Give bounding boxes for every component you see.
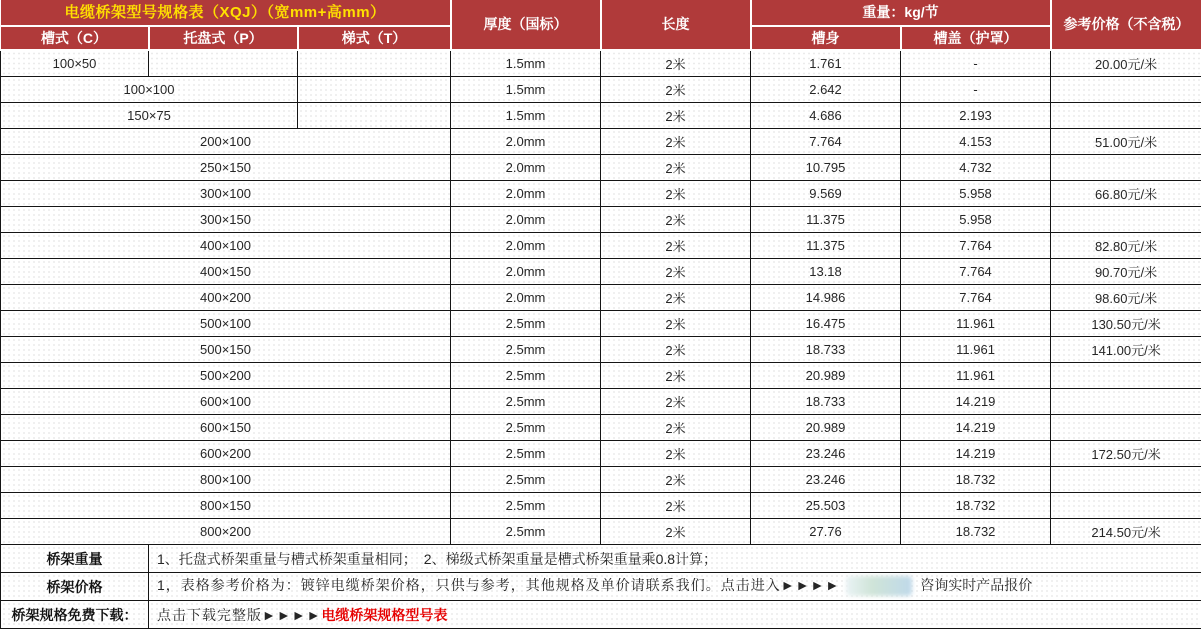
note-text-download: [149, 601, 1201, 629]
cell-weight-body: 25.503: [751, 493, 901, 519]
cell-model: 200×100: [1, 129, 451, 155]
table-row: [1, 155, 1201, 181]
cell-model: 800×100: [1, 467, 451, 493]
table-row: [1, 467, 1201, 493]
cell-thickness: 2.5mm: [451, 441, 601, 467]
table-row: [1, 181, 1201, 207]
cell-weight-body: 7.764: [751, 129, 901, 155]
download-link[interactable]: 电缆桥架规格型号表: [321, 606, 448, 623]
table-row: [1, 311, 1201, 337]
cell-thickness: 2.5mm: [451, 467, 601, 493]
header-length: 长度: [601, 0, 751, 50]
cell-price: 172.50元/米: [1051, 441, 1201, 467]
cell-empty: [298, 50, 451, 77]
cell-length: 2米: [601, 493, 751, 519]
header-type-p: 托盘式（P）: [149, 26, 298, 50]
cell-weight-cover: 7.764: [901, 233, 1051, 259]
cell-weight-body: 1.761: [751, 50, 901, 77]
cell-model: 800×200: [1, 519, 451, 545]
cell-price: [1051, 77, 1201, 103]
cell-weight-cover: 11.961: [901, 337, 1051, 363]
cell-price: 98.60元/米: [1051, 285, 1201, 311]
table-row: [1, 259, 1201, 285]
cell-length: 2米: [601, 415, 751, 441]
cell-model: 500×100: [1, 311, 451, 337]
cell-price: 90.70元/米: [1051, 259, 1201, 285]
cell-model: 600×150: [1, 415, 451, 441]
cell-weight-cover: 11.961: [901, 311, 1051, 337]
cell-empty: [298, 77, 451, 103]
cell-model: 300×150: [1, 207, 451, 233]
table-row: [1, 50, 1201, 77]
cell-model: 400×200: [1, 285, 451, 311]
cell-weight-body: 20.989: [751, 363, 901, 389]
cell-thickness: 2.0mm: [451, 129, 601, 155]
header-type-t: 梯式（T）: [298, 26, 451, 50]
cell-thickness: 2.0mm: [451, 285, 601, 311]
table-row: [1, 519, 1201, 545]
cell-model: 500×200: [1, 363, 451, 389]
table-row: [1, 337, 1201, 363]
cell-weight-body: 2.642: [751, 77, 901, 103]
cell-thickness: 2.5mm: [451, 363, 601, 389]
cell-length: 2米: [601, 363, 751, 389]
cell-weight-cover: -: [901, 77, 1051, 103]
cell-length: 2米: [601, 259, 751, 285]
price-note-text-after: 咨询实时产品报价: [920, 577, 1033, 594]
cell-weight-body: 16.475: [751, 311, 901, 337]
cell-thickness: 2.0mm: [451, 181, 601, 207]
cell-weight-body: 20.989: [751, 415, 901, 441]
cell-weight-body: 27.76: [751, 519, 901, 545]
header-row-1: [1, 0, 1201, 26]
cell-length: 2米: [601, 207, 751, 233]
cell-model: 100×100: [1, 77, 298, 103]
table-row: [1, 493, 1201, 519]
cell-weight-cover: 18.732: [901, 467, 1051, 493]
cell-weight-cover: 5.958: [901, 181, 1051, 207]
cell-price: 214.50元/米: [1051, 519, 1201, 545]
cell-model: 250×150: [1, 155, 451, 181]
table-header: [1, 0, 1201, 50]
cell-price: [1051, 207, 1201, 233]
table-title: 电缆桥架型号规格表（XQJ）（宽mm+高mm）: [1, 0, 451, 26]
cell-model: 600×200: [1, 441, 451, 467]
cell-length: 2米: [601, 467, 751, 493]
cell-length: 2米: [601, 519, 751, 545]
cell-model: 500×150: [1, 337, 451, 363]
cell-thickness: 2.5mm: [451, 389, 601, 415]
cell-thickness: 2.0mm: [451, 233, 601, 259]
note-row-download: [1, 601, 1201, 629]
table-row: [1, 363, 1201, 389]
table-row: [1, 415, 1201, 441]
cell-length: 2米: [601, 129, 751, 155]
price-note-text: 1，表格参考价格为：镀锌电缆桥架价格，只供与参考，其他规格及单价请联系我们。点击进入►►►►: [157, 577, 841, 594]
cell-length: 2米: [601, 77, 751, 103]
note-label-download: 桥架规格免费下载：: [1, 601, 149, 629]
table-row: [1, 441, 1201, 467]
cell-price: 82.80元/米: [1051, 233, 1201, 259]
cell-weight-body: 11.375: [751, 233, 901, 259]
cell-thickness: 2.0mm: [451, 207, 601, 233]
table-row: [1, 285, 1201, 311]
cell-weight-cover: 14.219: [901, 389, 1051, 415]
note-text-weight: 1、托盘式桥架重量与槽式桥架重量相同； 2、梯级式桥架重量是槽式桥架重量乘0.8计算；: [149, 545, 1201, 573]
download-prefix-text: 点击下载完整版►►►►: [157, 606, 322, 623]
cell-thickness: 1.5mm: [451, 50, 601, 77]
cell-price: [1051, 389, 1201, 415]
cell-weight-cover: 2.193: [901, 103, 1051, 129]
cell-weight-cover: 18.732: [901, 493, 1051, 519]
cell-thickness: 2.5mm: [451, 311, 601, 337]
header-thickness: 厚度（国标）: [451, 0, 601, 50]
cell-length: 2米: [601, 311, 751, 337]
cell-price: [1051, 493, 1201, 519]
cell-weight-cover: 7.764: [901, 285, 1051, 311]
cell-thickness: 2.5mm: [451, 337, 601, 363]
cell-thickness: 2.5mm: [451, 493, 601, 519]
cell-weight-body: 18.733: [751, 389, 901, 415]
cell-price: 66.80元/米: [1051, 181, 1201, 207]
cell-price: [1051, 103, 1201, 129]
cell-weight-body: 18.733: [751, 337, 901, 363]
cell-weight-cover: 11.961: [901, 363, 1051, 389]
cell-thickness: 1.5mm: [451, 77, 601, 103]
cell-thickness: 1.5mm: [451, 103, 601, 129]
table-notes: [1, 545, 1201, 629]
table-row: [1, 129, 1201, 155]
cell-model: 400×150: [1, 259, 451, 285]
cell-price: 130.50元/米: [1051, 311, 1201, 337]
cell-price: [1051, 155, 1201, 181]
cell-model: 150×75: [1, 103, 298, 129]
cell-length: 2米: [601, 103, 751, 129]
table-body: [1, 50, 1201, 545]
header-type-c: 槽式（C）: [1, 26, 149, 50]
cell-length: 2米: [601, 441, 751, 467]
cell-thickness: 2.5mm: [451, 519, 601, 545]
cell-length: 2米: [601, 389, 751, 415]
cell-length: 2米: [601, 181, 751, 207]
cell-weight-body: 10.795: [751, 155, 901, 181]
cell-weight-cover: 5.958: [901, 207, 1051, 233]
note-text-price: [149, 573, 1201, 601]
table-row: [1, 233, 1201, 259]
header-weight-group: 重量：kg/节: [751, 0, 1051, 26]
cell-weight-body: 9.569: [751, 181, 901, 207]
cell-length: 2米: [601, 50, 751, 77]
table-row: [1, 103, 1201, 129]
note-row-price: [1, 573, 1201, 601]
note-label-price: 桥架价格: [1, 573, 149, 601]
table-row: [1, 207, 1201, 233]
cell-price: [1051, 363, 1201, 389]
cell-length: 2米: [601, 233, 751, 259]
header-weight-cover: 槽盖（护罩）: [901, 26, 1051, 50]
cell-weight-body: 14.986: [751, 285, 901, 311]
cell-empty: [149, 50, 298, 77]
cell-weight-cover: 4.732: [901, 155, 1051, 181]
cell-price: 51.00元/米: [1051, 129, 1201, 155]
cell-weight-cover: 7.764: [901, 259, 1051, 285]
cell-weight-cover: -: [901, 50, 1051, 77]
cell-weight-body: 4.686: [751, 103, 901, 129]
note-label-weight: 桥架重量: [1, 545, 149, 573]
cell-thickness: 2.0mm: [451, 155, 601, 181]
cell-weight-body: 23.246: [751, 441, 901, 467]
cell-length: 2米: [601, 155, 751, 181]
cell-empty: [298, 103, 451, 129]
cell-model: 400×100: [1, 233, 451, 259]
cell-weight-body: 13.18: [751, 259, 901, 285]
table-row: [1, 389, 1201, 415]
cell-weight-cover: 18.732: [901, 519, 1051, 545]
header-price: 参考价格（不含税）: [1051, 0, 1201, 50]
cell-price: 20.00元/米: [1051, 50, 1201, 77]
cell-price: [1051, 467, 1201, 493]
cell-model: 800×150: [1, 493, 451, 519]
cell-price: [1051, 415, 1201, 441]
cell-weight-cover: 14.219: [901, 441, 1051, 467]
cell-weight-body: 11.375: [751, 207, 901, 233]
cell-weight-cover: 4.153: [901, 129, 1051, 155]
cell-weight-body: 23.246: [751, 467, 901, 493]
cell-model: 300×100: [1, 181, 451, 207]
cell-length: 2米: [601, 337, 751, 363]
cell-model: 100×50: [1, 50, 149, 77]
cell-thickness: 2.5mm: [451, 415, 601, 441]
cell-length: 2米: [601, 285, 751, 311]
cell-weight-cover: 14.219: [901, 415, 1051, 441]
cell-price: 141.00元/米: [1051, 337, 1201, 363]
redacted-brand-blur[interactable]: [846, 576, 912, 596]
cell-model: 600×100: [1, 389, 451, 415]
table-row: [1, 77, 1201, 103]
cell-thickness: 2.0mm: [451, 259, 601, 285]
header-weight-body: 槽身: [751, 26, 901, 50]
note-row-weight: [1, 545, 1201, 573]
